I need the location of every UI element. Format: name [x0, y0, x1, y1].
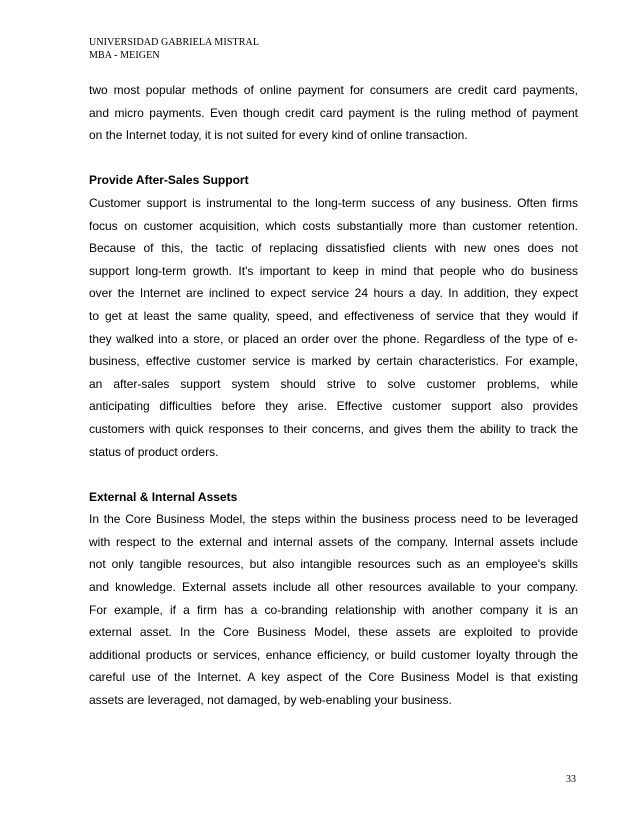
- section-external-internal-assets: [89, 486, 578, 712]
- text-line: and micro payments. Even though credit card payment is the ruling method of payment: [89, 105, 578, 120]
- text-line: careful use of the Internet. A key aspect of the Core Business Model is that existing: [89, 670, 578, 685]
- text-line: Customer support is instrumental to the long-term success of any business. Often firms: [89, 195, 578, 210]
- text-line: on the Internet today, it is not suited for every kind of online transaction.: [89, 128, 468, 143]
- header-university: UNIVERSIDAD GABRIELA MISTRAL: [89, 37, 260, 48]
- section-heading: External & Internal Assets: [89, 489, 238, 504]
- continued-paragraph: [89, 79, 578, 147]
- text-line: anticipating difficulties before they arise. Effective customer support also provides: [89, 399, 578, 414]
- page-header: [89, 36, 259, 62]
- section-heading: Provide After-Sales Support: [89, 173, 249, 188]
- text-line: to get at least the same quality, speed, and effectiveness of service that they would if: [89, 308, 578, 323]
- text-line: Because of this, the tactic of replacing dissatisfied clients with new ones does not: [89, 241, 578, 256]
- paragraph-gap: [89, 147, 578, 170]
- text-line: they walked into a store, or placed an order over the phone. Regardless of the type of e-: [89, 331, 578, 346]
- text-line: support long-term growth. It's important to keep in mind that people who do business: [89, 263, 578, 278]
- text-line: two most popular methods of online payment for consumers are credit card payments,: [89, 83, 578, 97]
- text-line: For example, if a firm has a co-branding relationship with another company it is an: [89, 602, 578, 617]
- page-number: 33: [566, 774, 576, 785]
- section-after-sales-support: [89, 169, 578, 463]
- document-body: [89, 79, 578, 712]
- text-line: and knowledge. External assets include all other resources available to your company.: [89, 580, 578, 595]
- text-line: focus on customer acquisition, which costs substantially more than customer retention.: [89, 218, 578, 233]
- text-line: not only tangible resources, but also intangible resources such as an employee's skills: [89, 557, 578, 572]
- text-line: over the Internet are inclined to expect service 24 hours a day. In addition, they expect: [89, 286, 578, 301]
- text-line: In the Core Business Model, the steps within the business process need to be leveraged: [89, 512, 578, 527]
- text-line: external asset. In the Core Business Model, these assets are exploited to provide: [89, 625, 578, 640]
- text-line: additional products or services, enhance efficiency, or build customer loyalty through the: [89, 647, 578, 662]
- text-line: customers with quick responses to their concerns, and gives them the ability to track the: [89, 421, 578, 436]
- text-line: an after-sales support system should strive to solve customer problems, while: [89, 376, 578, 391]
- text-line: business, effective customer service is marked by certain characteristics. For example,: [89, 354, 578, 369]
- text-line: with respect to the external and internal assets of the company. Internal assets include: [89, 534, 578, 549]
- text-line: status of product orders.: [89, 444, 219, 459]
- paragraph-gap: [89, 463, 578, 486]
- header-program: MBA - MEIGEN: [89, 50, 160, 61]
- text-line: assets are leveraged, not damaged, by web-enabling your business.: [89, 693, 452, 708]
